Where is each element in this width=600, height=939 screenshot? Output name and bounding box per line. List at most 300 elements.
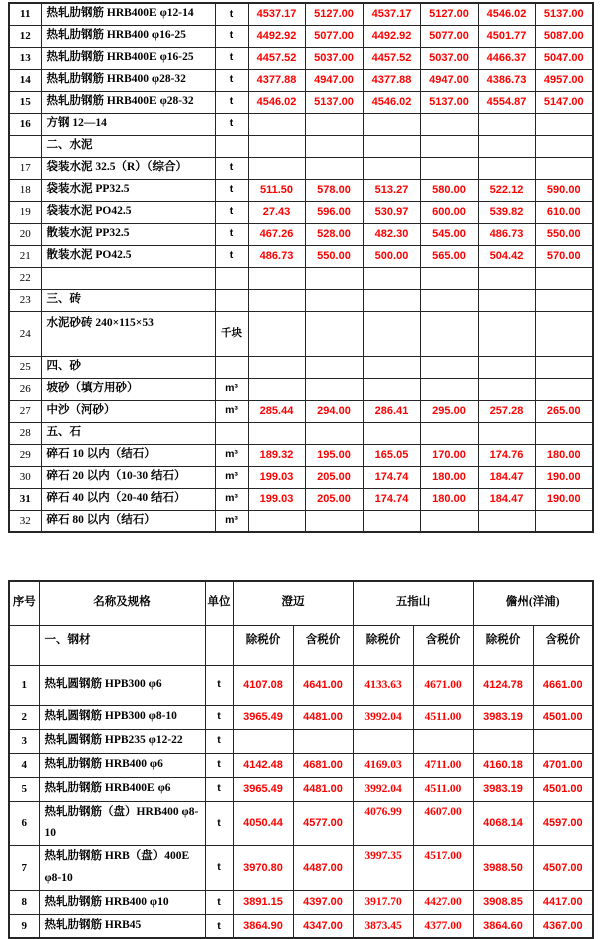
- price-cell: 3983.19: [473, 705, 533, 729]
- price-cell: [535, 267, 593, 289]
- row-number-cell: 27: [9, 400, 41, 422]
- table-row: [9, 25, 593, 47]
- price-cell: [535, 422, 593, 444]
- price-cell: [478, 157, 535, 179]
- price-cell: 189.32: [248, 444, 305, 466]
- price-cell: 4947.00: [420, 69, 478, 91]
- price-cell: 4511.00: [413, 705, 473, 729]
- row-number-cell: 1: [9, 665, 39, 705]
- price-cell: 550.00: [535, 223, 593, 245]
- unit-cell: t: [215, 3, 248, 25]
- row-number-cell: 9: [9, 914, 39, 938]
- unit-cell: m³: [215, 400, 248, 422]
- price-cell: 511.50: [248, 179, 305, 201]
- unit-cell: t: [205, 777, 233, 801]
- price-cell: 4107.08: [233, 665, 293, 705]
- table-row: [9, 705, 593, 729]
- unit-cell: [215, 267, 248, 289]
- price-cell: 5127.00: [420, 3, 478, 25]
- price-cell: 3873.45: [353, 914, 413, 938]
- price-cell: 4957.00: [535, 69, 593, 91]
- price-cell: 3864.90: [233, 914, 293, 938]
- price-cell: [473, 729, 533, 753]
- price-cell: [478, 422, 535, 444]
- row-number-cell: 28: [9, 422, 41, 444]
- price-cell: 596.00: [305, 201, 363, 223]
- price-cell: 3891.15: [233, 890, 293, 914]
- unit-cell: m³: [215, 378, 248, 400]
- unit-cell: t: [215, 201, 248, 223]
- table-row: [9, 356, 593, 378]
- price-cell: 4377.00: [413, 914, 473, 938]
- price-cell: [535, 378, 593, 400]
- price-cell: 4386.73: [478, 69, 535, 91]
- price-cell: 257.28: [478, 400, 535, 422]
- price-cell: 5037.00: [420, 47, 478, 69]
- table-row: [9, 753, 593, 777]
- price-cell: [478, 311, 535, 356]
- item-name-cell: 袋装水泥 PO42.5: [41, 201, 215, 223]
- price-cell: 4397.00: [293, 890, 353, 914]
- price-cell: [533, 729, 593, 753]
- price-cell: [305, 311, 363, 356]
- table-row: [9, 113, 593, 135]
- item-name-cell: 热轧肋钢筋 HRB400 φ16-25: [41, 25, 215, 47]
- item-name-cell: 五、石: [41, 422, 215, 444]
- table-row: [9, 801, 593, 846]
- price-cell: 3965.49: [233, 705, 293, 729]
- price-cell: 174.74: [363, 488, 420, 510]
- price-cell: 4597.00: [533, 801, 593, 846]
- table-row: [9, 201, 593, 223]
- unit-cell: t: [205, 665, 233, 705]
- price-cell: 174.76: [478, 444, 535, 466]
- price-cell: 4068.14: [473, 801, 533, 846]
- unit-cell: m³: [215, 488, 248, 510]
- item-name-cell: 袋装水泥 32.5（R）（综合）: [41, 157, 215, 179]
- price-cell: 3864.60: [473, 914, 533, 938]
- price-cell: [248, 510, 305, 532]
- price-cell: 199.03: [248, 466, 305, 488]
- price-cell: 4711.00: [413, 753, 473, 777]
- table-row: [9, 400, 593, 422]
- item-name-cell: 热轧圆钢筋 HPB300 φ8-10: [39, 705, 205, 729]
- materials-price-table-top: [8, 2, 594, 533]
- row-number-cell: 3: [9, 729, 39, 753]
- price-cell: 4501.77: [478, 25, 535, 47]
- price-cell: 3970.80: [233, 846, 293, 891]
- price-cell: [478, 510, 535, 532]
- price-cell: 3917.70: [353, 890, 413, 914]
- price-cell: 3908.85: [473, 890, 533, 914]
- price-cell: 180.00: [420, 488, 478, 510]
- header-unit: 单位: [205, 581, 233, 625]
- price-cell: 199.03: [248, 488, 305, 510]
- price-cell: [420, 356, 478, 378]
- item-name-cell: 散装水泥 PO42.5: [41, 245, 215, 267]
- price-cell: [478, 113, 535, 135]
- item-name-cell: 热轧肋钢筋（盘）HRB400 φ8-10: [39, 801, 205, 846]
- price-cell: [233, 729, 293, 753]
- row-number-cell: 18: [9, 179, 41, 201]
- row-number-cell: 19: [9, 201, 41, 223]
- section-label-steel: 一、钢材: [39, 625, 205, 665]
- price-cell: 205.00: [305, 488, 363, 510]
- price-cell: 3965.49: [233, 777, 293, 801]
- row-number-cell: 26: [9, 378, 41, 400]
- price-cell: [420, 510, 478, 532]
- price-cell: 5077.00: [305, 25, 363, 47]
- item-name-cell: 热轧肋钢筋 HRB（盘）400E φ8-10: [39, 846, 205, 891]
- row-number-cell: 5: [9, 777, 39, 801]
- price-cell: [535, 113, 593, 135]
- row-number-cell: 15: [9, 91, 41, 113]
- price-cell: [363, 311, 420, 356]
- header-inc-tax-price: 含税价: [533, 625, 593, 665]
- table-row: [9, 47, 593, 69]
- table-row: [9, 422, 593, 444]
- unit-cell: m³: [215, 444, 248, 466]
- price-cell: 4133.63: [353, 665, 413, 705]
- unit-cell: t: [215, 113, 248, 135]
- row-number-cell: 25: [9, 356, 41, 378]
- price-cell: [305, 422, 363, 444]
- unit-cell: t: [205, 914, 233, 938]
- row-number-cell: 7: [9, 846, 39, 891]
- price-cell: [248, 311, 305, 356]
- table-row: [9, 890, 593, 914]
- row-number-cell: 30: [9, 466, 41, 488]
- item-name-cell: 热轧肋钢筋 HRB400E φ6: [39, 777, 205, 801]
- price-cell: 4681.00: [293, 753, 353, 777]
- row-number-cell: 17: [9, 157, 41, 179]
- materials-price-table-bottom: [8, 580, 594, 939]
- unit-cell: t: [215, 245, 248, 267]
- row-number-cell: 11: [9, 3, 41, 25]
- unit-cell: t: [215, 157, 248, 179]
- price-cell: 4537.17: [363, 3, 420, 25]
- unit-cell: m³: [215, 466, 248, 488]
- row-number-cell: 22: [9, 267, 41, 289]
- price-cell: 265.00: [535, 400, 593, 422]
- price-cell: 190.00: [535, 488, 593, 510]
- table-row: [9, 91, 593, 113]
- price-cell: 610.00: [535, 201, 593, 223]
- item-name-cell: 坡砂（填方用砂）: [41, 378, 215, 400]
- price-cell: [305, 113, 363, 135]
- row-number-cell: 4: [9, 753, 39, 777]
- price-cell: 4050.44: [233, 801, 293, 846]
- table-row: [9, 914, 593, 938]
- row-number-cell: 31: [9, 488, 41, 510]
- row-number-cell: 2: [9, 705, 39, 729]
- table-row: [9, 69, 593, 91]
- price-cell: 3983.19: [473, 777, 533, 801]
- price-cell: 5147.00: [535, 91, 593, 113]
- table-row: [9, 289, 593, 311]
- table-row: [9, 665, 593, 705]
- table-row: [9, 846, 593, 891]
- item-name-cell: 热轧圆钢筋 HPB300 φ6: [39, 665, 205, 705]
- price-cell: [305, 510, 363, 532]
- item-name-cell: 方钢 12—14: [41, 113, 215, 135]
- price-cell: 4546.02: [248, 91, 305, 113]
- price-cell: 4487.00: [293, 846, 353, 891]
- price-cell: 504.42: [478, 245, 535, 267]
- price-cell: [413, 729, 473, 753]
- price-cell: [535, 157, 593, 179]
- price-cell: 4701.00: [533, 753, 593, 777]
- price-cell: [535, 311, 593, 356]
- price-cell: 539.82: [478, 201, 535, 223]
- price-cell: 528.00: [305, 223, 363, 245]
- unit-cell: t: [205, 729, 233, 753]
- unit-cell: t: [205, 890, 233, 914]
- unit-cell: 千块: [215, 311, 248, 356]
- price-cell: [420, 289, 478, 311]
- item-name-cell: 热轧肋钢筋 HRB400E φ28-32: [41, 91, 215, 113]
- row-number-cell: 8: [9, 890, 39, 914]
- table-row: [9, 3, 593, 25]
- header-ex-tax-price: 除税价: [353, 625, 413, 665]
- item-name-cell: 三、砖: [41, 289, 215, 311]
- price-cell: 486.73: [478, 223, 535, 245]
- price-cell: 3988.50: [473, 846, 533, 891]
- price-cell: 4160.18: [473, 753, 533, 777]
- price-cell: 286.41: [363, 400, 420, 422]
- row-number-cell: 12: [9, 25, 41, 47]
- price-cell: 5137.00: [535, 3, 593, 25]
- price-cell: 4169.03: [353, 753, 413, 777]
- price-cell: 4377.88: [248, 69, 305, 91]
- table-row: [9, 179, 593, 201]
- table-row: [9, 777, 593, 801]
- price-cell: 4457.52: [248, 47, 305, 69]
- price-cell: [420, 311, 478, 356]
- price-cell: [420, 422, 478, 444]
- price-cell: [420, 113, 478, 135]
- table-row: [9, 466, 593, 488]
- price-cell: [478, 267, 535, 289]
- price-cell: 5037.00: [305, 47, 363, 69]
- row-number-cell: 21: [9, 245, 41, 267]
- price-cell: 5047.00: [535, 47, 593, 69]
- unit-cell: [215, 356, 248, 378]
- price-cell: 4671.00: [413, 665, 473, 705]
- price-cell: 4466.37: [478, 47, 535, 69]
- table-row: [9, 245, 593, 267]
- unit-cell: [215, 135, 248, 157]
- price-cell: 190.00: [535, 466, 593, 488]
- price-cell: [363, 289, 420, 311]
- item-name-cell: 水泥砂砖 240×115×53: [41, 311, 215, 356]
- price-cell: 5087.00: [535, 25, 593, 47]
- row-number-cell: 24: [9, 311, 41, 356]
- price-cell: 294.00: [305, 400, 363, 422]
- price-cell: [248, 356, 305, 378]
- price-cell: 580.00: [420, 179, 478, 201]
- price-cell: [248, 135, 305, 157]
- price-cell: [305, 157, 363, 179]
- item-name-cell: 热轧圆钢筋 HPB235 φ12-22: [39, 729, 205, 753]
- document-page: [8, 2, 592, 939]
- price-cell: [420, 135, 478, 157]
- unit-cell: t: [205, 753, 233, 777]
- header-ex-tax-price: 除税价: [473, 625, 533, 665]
- price-cell: 4501.00: [533, 705, 593, 729]
- price-cell: [478, 135, 535, 157]
- price-cell: 4607.00: [413, 801, 473, 846]
- table-row: [9, 311, 593, 356]
- row-number-cell: 23: [9, 289, 41, 311]
- price-cell: 27.43: [248, 201, 305, 223]
- price-cell: 500.00: [363, 245, 420, 267]
- price-cell: [363, 157, 420, 179]
- price-cell: 4142.48: [233, 753, 293, 777]
- unit-cell: t: [215, 25, 248, 47]
- table-row: [9, 378, 593, 400]
- item-name-cell: [41, 267, 215, 289]
- price-cell: [363, 135, 420, 157]
- price-cell: [363, 113, 420, 135]
- price-cell: [478, 289, 535, 311]
- price-cell: [478, 378, 535, 400]
- price-cell: [248, 422, 305, 444]
- row-number-cell: 20: [9, 223, 41, 245]
- table-row: [9, 223, 593, 245]
- price-cell: 285.44: [248, 400, 305, 422]
- table-row: [9, 135, 593, 157]
- price-cell: 5127.00: [305, 3, 363, 25]
- price-cell: [535, 510, 593, 532]
- price-cell: 184.47: [478, 488, 535, 510]
- price-cell: [305, 378, 363, 400]
- table-header-row: [9, 581, 593, 625]
- empty-cell: [205, 625, 233, 665]
- price-cell: [305, 267, 363, 289]
- item-name-cell: 热轧肋钢筋 HRB400 φ10: [39, 890, 205, 914]
- price-cell: [363, 510, 420, 532]
- price-cell: 4641.00: [293, 665, 353, 705]
- price-cell: 590.00: [535, 179, 593, 201]
- price-cell: 4661.00: [533, 665, 593, 705]
- unit-cell: t: [205, 846, 233, 891]
- price-cell: [363, 267, 420, 289]
- price-cell: [293, 729, 353, 753]
- price-cell: 4546.02: [478, 3, 535, 25]
- price-cell: 4947.00: [305, 69, 363, 91]
- unit-cell: t: [215, 179, 248, 201]
- price-cell: 3997.35: [353, 846, 413, 891]
- row-number-cell: [9, 135, 41, 157]
- header-city-chengmai: 澄迈: [233, 581, 353, 625]
- unit-cell: t: [215, 69, 248, 91]
- price-cell: 522.12: [478, 179, 535, 201]
- price-cell: 4124.78: [473, 665, 533, 705]
- header-ex-tax-price: 除税价: [233, 625, 293, 665]
- price-cell: 180.00: [535, 444, 593, 466]
- price-cell: [535, 135, 593, 157]
- item-name-cell: 碎石 10 以内（结石）: [41, 444, 215, 466]
- item-name-cell: 四、砂: [41, 356, 215, 378]
- price-cell: 4481.00: [293, 705, 353, 729]
- price-cell: [363, 378, 420, 400]
- header-city-danzhou: 儋州(洋浦): [473, 581, 593, 625]
- price-cell: 486.73: [248, 245, 305, 267]
- header-inc-tax-price: 含税价: [293, 625, 353, 665]
- price-cell: 4367.00: [533, 914, 593, 938]
- price-cell: [363, 422, 420, 444]
- table-row: [9, 488, 593, 510]
- price-cell: 184.47: [478, 466, 535, 488]
- price-cell: 5137.00: [420, 91, 478, 113]
- header-inc-tax-price: 含税价: [413, 625, 473, 665]
- price-cell: 578.00: [305, 179, 363, 201]
- header-name-spec: 名称及规格: [39, 581, 205, 625]
- unit-cell: t: [215, 91, 248, 113]
- price-cell: [535, 289, 593, 311]
- price-cell: [248, 157, 305, 179]
- item-name-cell: 热轧肋钢筋 HRB45: [39, 914, 205, 938]
- price-cell: 482.30: [363, 223, 420, 245]
- price-cell: 545.00: [420, 223, 478, 245]
- price-cell: 570.00: [535, 245, 593, 267]
- price-cell: 530.97: [363, 201, 420, 223]
- price-cell: 565.00: [420, 245, 478, 267]
- price-cell: [420, 267, 478, 289]
- table-row: [9, 157, 593, 179]
- unit-cell: t: [215, 47, 248, 69]
- price-cell: 3992.04: [353, 705, 413, 729]
- price-cell: [353, 729, 413, 753]
- price-cell: 295.00: [420, 400, 478, 422]
- price-cell: [305, 356, 363, 378]
- price-cell: 170.00: [420, 444, 478, 466]
- price-cell: 4517.00: [413, 846, 473, 891]
- price-cell: 205.00: [305, 466, 363, 488]
- item-name-cell: 散装水泥 PP32.5: [41, 223, 215, 245]
- price-cell: 4481.00: [293, 777, 353, 801]
- table-subheader-row: [9, 625, 593, 665]
- table-row: [9, 267, 593, 289]
- price-cell: 5137.00: [305, 91, 363, 113]
- price-cell: 5077.00: [420, 25, 478, 47]
- unit-cell: [215, 422, 248, 444]
- price-cell: 4507.00: [533, 846, 593, 891]
- item-name-cell: 热轧肋钢筋 HRB400 φ6: [39, 753, 205, 777]
- header-city-wuzhishan: 五指山: [353, 581, 473, 625]
- unit-cell: [215, 289, 248, 311]
- price-cell: 4457.52: [363, 47, 420, 69]
- row-number-cell: 16: [9, 113, 41, 135]
- price-cell: [305, 135, 363, 157]
- unit-cell: m³: [215, 510, 248, 532]
- unit-cell: t: [205, 801, 233, 846]
- price-cell: [478, 356, 535, 378]
- item-name-cell: 热轧肋钢筋 HRB400E φ16-25: [41, 47, 215, 69]
- price-cell: 165.05: [363, 444, 420, 466]
- price-cell: 513.27: [363, 179, 420, 201]
- price-cell: 550.00: [305, 245, 363, 267]
- item-name-cell: 袋装水泥 PP32.5: [41, 179, 215, 201]
- item-name-cell: 碎石 80 以内（结石）: [41, 510, 215, 532]
- row-number-cell: 29: [9, 444, 41, 466]
- price-cell: 3992.04: [353, 777, 413, 801]
- price-cell: 4492.92: [363, 25, 420, 47]
- price-cell: [305, 289, 363, 311]
- table-row: [9, 444, 593, 466]
- price-cell: 467.26: [248, 223, 305, 245]
